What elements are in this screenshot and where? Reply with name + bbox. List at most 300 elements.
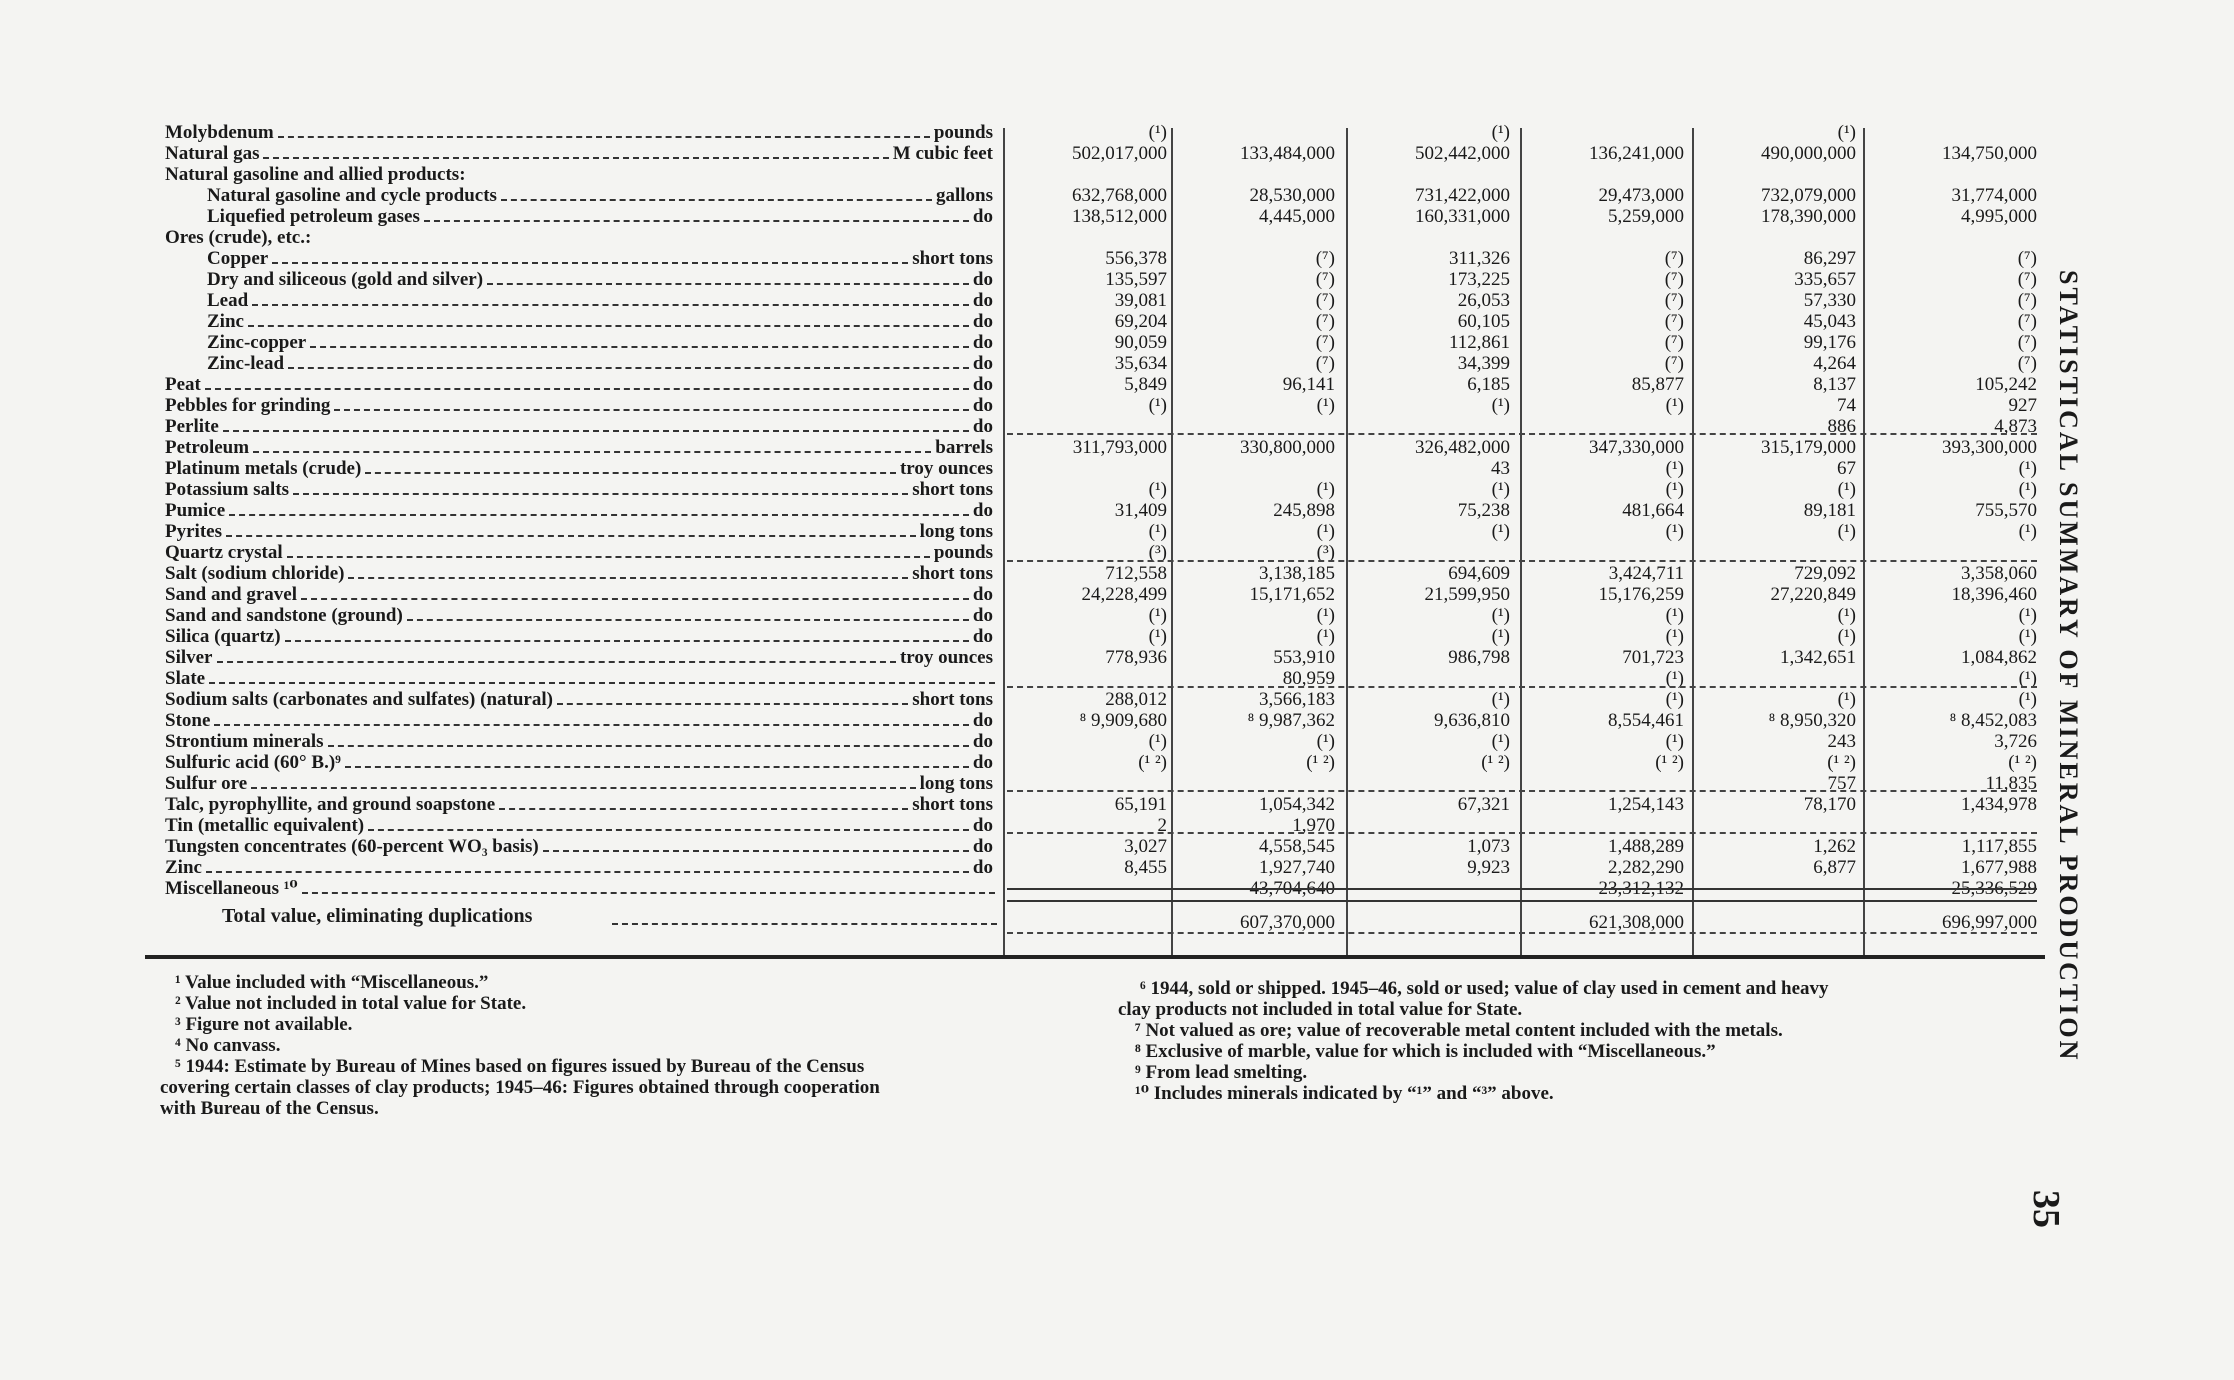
row-value: 43,704,640 (1249, 878, 1335, 899)
row-label: Tungsten concentrates (60-percent WO₃ basis) (165, 836, 539, 857)
row-value: 1,254,143 (1608, 794, 1684, 815)
footnote: ¹ Value included with “Miscellaneous.” (175, 972, 489, 993)
row-value: (¹) (1491, 479, 1510, 500)
row-value: 67 (1837, 458, 1856, 479)
table-row (0, 689, 2234, 710)
row-value: 35,634 (1114, 353, 1167, 374)
table-row (0, 269, 2234, 290)
row-value: 311,326 (1448, 248, 1510, 269)
leader-dots (263, 157, 889, 159)
row-value: (¹) (1837, 605, 1856, 626)
row-value: (⁷) (1664, 290, 1684, 311)
row-value: 4,995,000 (1961, 206, 2037, 227)
row-value: (¹) (1491, 395, 1510, 416)
row-value: ⁸ 9,987,362 (1247, 710, 1335, 731)
row-unit: pounds (933, 122, 993, 143)
row-value: 15,171,652 (1249, 584, 1335, 605)
row-value: (¹) (1316, 479, 1335, 500)
leader-dots (214, 724, 969, 726)
table-row (0, 206, 2234, 227)
row-unit: do (972, 332, 993, 353)
row-value: 8,137 (1813, 374, 1856, 395)
row-value: (¹ ²) (1306, 752, 1335, 773)
row-value: 39,081 (1114, 290, 1167, 311)
leader-dots (251, 787, 916, 789)
row-unit: do (972, 374, 993, 395)
total-value-1946: 621,308,000 (1589, 912, 1684, 933)
row-value: (¹) (1665, 479, 1684, 500)
row-value: 3,424,711 (1608, 563, 1684, 584)
row-value: 315,179,000 (1761, 437, 1856, 458)
footnote: ² Value not included in total value for State. (175, 993, 527, 1014)
row-value: 502,017,000 (1072, 143, 1167, 164)
row-label: Natural gas (165, 143, 260, 164)
row-value: (¹) (1837, 626, 1856, 647)
row-value: (¹) (1665, 458, 1684, 479)
leader-dots (345, 766, 969, 768)
row-value: (⁷) (2017, 332, 2037, 353)
row-value: 67,321 (1457, 794, 1510, 815)
row-value: (³) (1148, 542, 1167, 563)
row-value: (¹) (1148, 479, 1167, 500)
table-row (0, 605, 2234, 626)
leader-dots (253, 451, 931, 453)
row-value: (¹) (1316, 731, 1335, 752)
row-unit: do (972, 836, 993, 857)
row-value: (⁷) (1315, 248, 1335, 269)
row-value: (⁷) (2017, 269, 2037, 290)
row-value: 15,176,259 (1598, 584, 1684, 605)
row-value: 69,204 (1114, 311, 1167, 332)
row-unit: short tons (912, 794, 993, 815)
table-row (0, 626, 2234, 647)
row-value: (¹) (1665, 605, 1684, 626)
row-label: Pumice (165, 500, 226, 521)
row-value: (⁷) (1315, 353, 1335, 374)
leader-dots (310, 346, 969, 348)
row-value: (¹) (1148, 605, 1167, 626)
row-value: 31,774,000 (1951, 185, 2037, 206)
footnote: ⁸ Exclusive of marble, value for which is included with “Miscellaneous.” (1135, 1041, 1716, 1062)
row-value: (⁷) (2017, 290, 2037, 311)
row-value: 3,027 (1124, 836, 1167, 857)
row-value: 335,657 (1794, 269, 1856, 290)
leader-dots (206, 871, 969, 873)
row-unit: do (972, 752, 993, 773)
footnote: ⁷ Not valued as ore; value of recoverable metal content included with the metals. (1135, 1020, 1783, 1041)
row-value: 1,073 (1467, 836, 1510, 857)
row-value: 5,259,000 (1608, 206, 1684, 227)
row-value: 9,923 (1467, 857, 1510, 878)
row-value: (¹) (1837, 521, 1856, 542)
row-value: 556,378 (1105, 248, 1167, 269)
footnote: with Bureau of the Census. (160, 1098, 379, 1119)
leader-dots (302, 892, 995, 894)
table-row (0, 374, 2234, 395)
row-value: 4,873 (1994, 416, 2037, 437)
row-value: 986,798 (1448, 647, 1510, 668)
row-value: 330,800,000 (1240, 437, 1335, 458)
row-label: Strontium minerals (165, 731, 324, 752)
row-value: 288,012 (1105, 689, 1167, 710)
row-unit: short tons (912, 479, 993, 500)
row-value: (¹) (1665, 668, 1684, 689)
row-value: 25,336,529 (1951, 878, 2037, 899)
row-value: ⁸ 8,452,083 (1949, 710, 2037, 731)
section-separator (1007, 686, 2037, 688)
row-unit: do (972, 416, 993, 437)
section-separator (1007, 560, 2037, 562)
row-label: Copper (207, 248, 269, 269)
row-value: ⁸ 9,909,680 (1079, 710, 1167, 731)
row-value: (¹ ²) (1655, 752, 1684, 773)
row-label: Petroleum (165, 437, 250, 458)
table-row (0, 731, 2234, 752)
row-value: 1,342,651 (1780, 647, 1856, 668)
row-label: Sulfuric acid (60° B.)⁹ (165, 752, 341, 773)
row-label: Zinc-lead (207, 353, 285, 374)
table-row (0, 521, 2234, 542)
row-label: Molybdenum (165, 122, 274, 143)
row-value: (¹) (2018, 458, 2037, 479)
table-row (0, 836, 2234, 857)
row-unit: do (972, 500, 993, 521)
leader-dots (272, 262, 908, 264)
row-value: 24,228,499 (1081, 584, 1167, 605)
row-value: 632,768,000 (1072, 185, 1167, 206)
row-label: Dry and siliceous (gold and silver) (207, 269, 484, 290)
column-rule (1003, 128, 1005, 956)
row-value: 8,455 (1124, 857, 1167, 878)
row-value: (⁷) (1315, 290, 1335, 311)
row-value: (⁷) (1664, 332, 1684, 353)
row-value: (¹) (1316, 626, 1335, 647)
row-value: 481,664 (1622, 500, 1684, 521)
table-row (0, 794, 2234, 815)
leader-dots (501, 199, 932, 201)
row-value: 4,264 (1813, 353, 1856, 374)
running-head: STATISTICAL SUMMARY OF MINERAL PRODUCTION (2054, 270, 2083, 1063)
row-label: Stone (165, 710, 211, 731)
leader-dots (248, 325, 969, 327)
table-bottom-rule (145, 955, 2045, 959)
row-value: (¹) (1665, 395, 1684, 416)
row-value: 133,484,000 (1240, 143, 1335, 164)
row-value: 1,084,862 (1961, 647, 2037, 668)
row-label: Platinum metals (crude) (165, 458, 362, 479)
row-value: 57,330 (1803, 290, 1856, 311)
row-value: 9,636,810 (1434, 710, 1510, 731)
row-label: Silver (165, 647, 213, 668)
row-value: 1,434,978 (1961, 794, 2037, 815)
table-row (0, 248, 2234, 269)
total-value-1945: 607,370,000 (1240, 912, 1335, 933)
row-value: 27,220,849 (1770, 584, 1856, 605)
row-label: Ores (crude), etc.: (165, 227, 312, 248)
leader-dots (223, 430, 969, 432)
row-value: 1,927,740 (1259, 857, 1335, 878)
row-label: Perlite (165, 416, 219, 437)
row-value: 347,330,000 (1589, 437, 1684, 458)
row-unit: do (972, 605, 993, 626)
row-value: 75,238 (1457, 500, 1510, 521)
row-value: (¹) (1148, 626, 1167, 647)
row-value: (¹) (1148, 731, 1167, 752)
row-value: 1,488,289 (1608, 836, 1684, 857)
row-value: 694,609 (1448, 563, 1510, 584)
leader-dots (365, 472, 896, 474)
row-value: 886 (1827, 416, 1856, 437)
table-row (0, 710, 2234, 731)
row-value: (⁷) (1315, 311, 1335, 332)
row-label: Slate (165, 668, 206, 689)
row-value: 86,297 (1803, 248, 1856, 269)
row-value: (¹ ²) (1138, 752, 1167, 773)
row-value: 135,597 (1105, 269, 1167, 290)
row-value: 90,059 (1114, 332, 1167, 353)
table-row (0, 122, 2234, 143)
row-value: (¹) (1491, 689, 1510, 710)
row-label: Potassium salts (165, 479, 290, 500)
row-value: (¹) (1491, 521, 1510, 542)
footnote: ⁵ 1944: Estimate by Bureau of Mines based on figures issued by Bureau of the Census (175, 1056, 865, 1077)
row-value: 553,910 (1273, 647, 1335, 668)
row-value: (⁷) (1664, 353, 1684, 374)
total-rule (1007, 888, 2037, 890)
row-value: 160,331,000 (1415, 206, 1510, 227)
leader-dots (543, 850, 969, 852)
row-value: (¹) (2018, 479, 2037, 500)
footnote: clay products not included in total value for State. (1118, 999, 1523, 1020)
table-row (0, 227, 2234, 248)
row-label: Zinc (207, 311, 244, 332)
table-row (0, 563, 2234, 584)
row-value: (⁷) (2017, 353, 2037, 374)
row-label: Lead (207, 290, 249, 311)
table-row (0, 479, 2234, 500)
row-label: Sand and sandstone (ground) (165, 605, 403, 626)
row-label: Sulfur ore (165, 773, 248, 794)
row-unit: do (972, 815, 993, 836)
row-value: (¹) (1491, 122, 1510, 143)
row-value: 96,141 (1282, 374, 1335, 395)
row-value: (⁷) (1664, 248, 1684, 269)
row-label: Sodium salts (carbonates and sulfates) (natural) (165, 689, 553, 710)
table-row (0, 584, 2234, 605)
leader-dots (293, 493, 908, 495)
row-unit: do (972, 857, 993, 878)
table-row (0, 311, 2234, 332)
row-label: Tin (metallic equivalent) (165, 815, 365, 836)
row-value: (¹) (1665, 689, 1684, 710)
leader-dots (209, 682, 995, 684)
row-label: Quartz crystal (165, 542, 283, 563)
row-value: 78,170 (1803, 794, 1856, 815)
footnote: ⁴ No canvass. (175, 1035, 281, 1056)
row-value: (⁷) (1315, 269, 1335, 290)
row-value: 778,936 (1105, 647, 1167, 668)
table-row (0, 647, 2234, 668)
row-unit: barrels (935, 437, 993, 458)
table-row (0, 353, 2234, 374)
row-value: 21,599,950 (1424, 584, 1510, 605)
row-value: 712,558 (1105, 563, 1167, 584)
row-label: Pyrites (165, 521, 222, 542)
leader-dots (205, 388, 969, 390)
row-value: (¹) (2018, 605, 2037, 626)
leader-dots (226, 535, 916, 537)
row-value: 502,442,000 (1415, 143, 1510, 164)
leader-dots (217, 661, 896, 663)
row-unit: do (972, 290, 993, 311)
row-value: 45,043 (1803, 311, 1856, 332)
row-unit: M cubic feet (892, 143, 993, 164)
row-value: 1,970 (1292, 815, 1335, 836)
row-value: 1,054,342 (1259, 794, 1335, 815)
table-row (0, 332, 2234, 353)
table-row (0, 395, 2234, 416)
row-unit: pounds (933, 542, 993, 563)
row-value: 245,898 (1273, 500, 1335, 521)
row-value: (¹) (1316, 605, 1335, 626)
row-value: 28,530,000 (1249, 185, 1335, 206)
leader-dots (424, 220, 969, 222)
row-unit: troy ounces (899, 458, 993, 479)
leader-dots (348, 577, 908, 579)
row-value: (¹) (1148, 395, 1167, 416)
row-value: (¹) (1665, 521, 1684, 542)
row-value: 755,570 (1975, 500, 2037, 521)
row-unit: long tons (919, 521, 993, 542)
row-value: 6,185 (1467, 374, 1510, 395)
row-value: 11,835 (1985, 773, 2037, 794)
row-value: 927 (2008, 395, 2037, 416)
row-value: 134,750,000 (1942, 143, 2037, 164)
leader-dots (288, 367, 969, 369)
row-value: (⁷) (2017, 248, 2037, 269)
leader-dots (229, 514, 969, 516)
row-value: 65,191 (1114, 794, 1167, 815)
row-value: (¹) (1148, 122, 1167, 143)
row-unit: short tons (912, 689, 993, 710)
table-row (0, 290, 2234, 311)
row-value: 1,117,855 (1961, 836, 2037, 857)
row-label: Peat (165, 374, 201, 395)
row-value: 18,396,460 (1951, 584, 2037, 605)
row-value: 5,849 (1124, 374, 1167, 395)
row-value: (¹ ²) (2008, 752, 2037, 773)
row-value: 74 (1837, 395, 1856, 416)
row-unit: long tons (919, 773, 993, 794)
leader-dots (557, 703, 908, 705)
row-value: (⁷) (1664, 269, 1684, 290)
row-value: (¹) (1491, 605, 1510, 626)
row-label: Miscellaneous ¹⁰ (165, 878, 298, 899)
row-value: (¹) (2018, 668, 2037, 689)
leader-dots (499, 808, 908, 810)
table-row (0, 752, 2234, 773)
leader-dots (487, 283, 969, 285)
row-value: (¹ ²) (1827, 752, 1856, 773)
row-value: 3,726 (1994, 731, 2037, 752)
row-unit: do (972, 353, 993, 374)
table-row (0, 143, 2234, 164)
row-value: 243 (1827, 731, 1856, 752)
row-value: 99,176 (1803, 332, 1856, 353)
row-value: 729,092 (1794, 563, 1856, 584)
row-unit: do (972, 584, 993, 605)
table-row (0, 437, 2234, 458)
row-value: 43 (1491, 458, 1510, 479)
row-value: (⁷) (2017, 311, 2037, 332)
row-label: Zinc (165, 857, 202, 878)
section-separator (1007, 433, 2037, 435)
row-value: 4,445,000 (1259, 206, 1335, 227)
row-value: (¹) (1837, 122, 1856, 143)
table-row (0, 458, 2234, 479)
row-value: 4,558,545 (1259, 836, 1335, 857)
row-value: (⁷) (1664, 311, 1684, 332)
row-value: 2 (1157, 815, 1167, 836)
row-value: (¹) (2018, 626, 2037, 647)
leader-dots (328, 745, 969, 747)
row-label: Zinc-copper (207, 332, 307, 353)
row-value: 26,053 (1457, 290, 1510, 311)
row-value: 731,422,000 (1415, 185, 1510, 206)
row-unit: do (972, 626, 993, 647)
row-value: (³) (1316, 542, 1335, 563)
row-value: 3,138,185 (1259, 563, 1335, 584)
row-value: 112,861 (1448, 332, 1510, 353)
row-unit: do (972, 731, 993, 752)
row-value: 2,282,290 (1608, 857, 1684, 878)
table-row (0, 500, 2234, 521)
row-value: 732,079,000 (1761, 185, 1856, 206)
section-separator (1007, 790, 2037, 792)
leader-dots (407, 619, 969, 621)
row-value: 105,242 (1975, 374, 2037, 395)
leader-dots (285, 640, 969, 642)
page-number: 35 (2025, 1190, 2067, 1228)
row-value: 393,300,000 (1942, 437, 2037, 458)
row-label: Talc, pyrophyllite, and ground soapstone (165, 794, 496, 815)
row-value: 701,723 (1622, 647, 1684, 668)
leader-dots (368, 829, 969, 831)
row-value: (¹ ²) (1481, 752, 1510, 773)
row-value: (¹) (1491, 626, 1510, 647)
row-unit: short tons (912, 248, 993, 269)
row-unit: do (972, 269, 993, 290)
row-label: Sand and gravel (165, 584, 297, 605)
total-label: Total value, eliminating duplications (222, 905, 533, 927)
leader-dots (334, 409, 969, 411)
row-value: 757 (1827, 773, 1856, 794)
row-value: (¹) (1665, 626, 1684, 647)
row-value: (¹) (1837, 689, 1856, 710)
row-value: ⁸ 8,950,320 (1768, 710, 1856, 731)
row-value: 3,566,183 (1259, 689, 1335, 710)
row-value: (¹) (1491, 731, 1510, 752)
leader-dots (612, 923, 997, 925)
leader-dots (287, 556, 930, 558)
row-value: (¹) (2018, 521, 2037, 542)
row-value: (¹) (1148, 521, 1167, 542)
row-value: (⁷) (1315, 332, 1335, 353)
row-label: Salt (sodium chloride) (165, 563, 345, 584)
row-value: 3,358,060 (1961, 563, 2037, 584)
row-value: 1,677,988 (1961, 857, 2037, 878)
row-value: 1,262 (1813, 836, 1856, 857)
